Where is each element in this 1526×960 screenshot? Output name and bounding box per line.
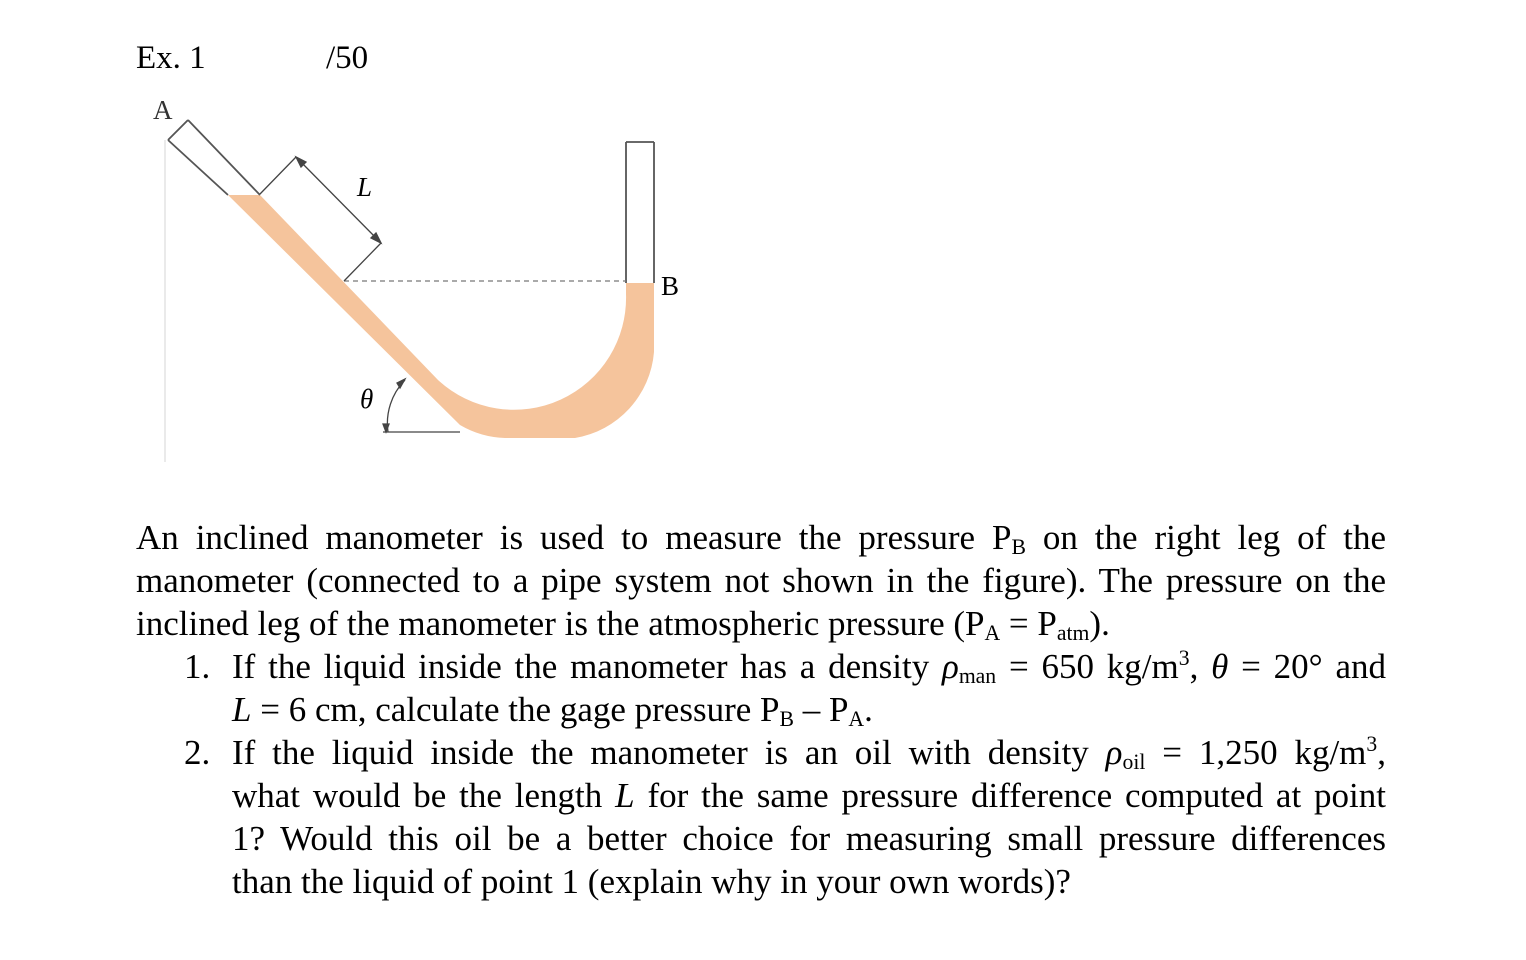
problem-statement bbox=[136, 516, 1386, 903]
angle-label: θ bbox=[360, 384, 374, 414]
length-label: L bbox=[357, 172, 373, 202]
point-a-label: A bbox=[153, 95, 173, 125]
question-2: 2. If the liquid inside the manometer is an oil with density $\rho_{oil} = 1,250$ $kg/m^3$, what would be the length L for the same pressure difference computed at point 1? Would this oil be a better choice for measuring small pressure differences than the liquid of point 1 (explain why in your own words)? bbox=[184, 731, 1387, 901]
exercise-label: Ex. 1 bbox=[136, 40, 206, 76]
intro-paragraph: An inclined manometer is used to measure the pressure $P_B$ on the right leg of the manometer (connected to a pipe system not shown in the figure). The pressure on the inclined leg of the manometer is the atmospheric pressure $(P_A = P_{atm})$. bbox=[136, 518, 1387, 645]
manometer-fluid bbox=[228, 195, 654, 438]
point-b-label: B bbox=[661, 271, 680, 301]
manometer-figure bbox=[0, 0, 760, 480]
score-label: /50 bbox=[326, 40, 369, 76]
inclined-leg-outline bbox=[168, 120, 260, 195]
vertical-leg-outline bbox=[626, 142, 654, 283]
question-1: 1. If the liquid inside the manometer has a density $\rho_{man} = 650$ $kg/m^3$, θ = 20° and L = 6 cm, calculate the gage pressure $P_B - P_A$. bbox=[184, 645, 1386, 731]
